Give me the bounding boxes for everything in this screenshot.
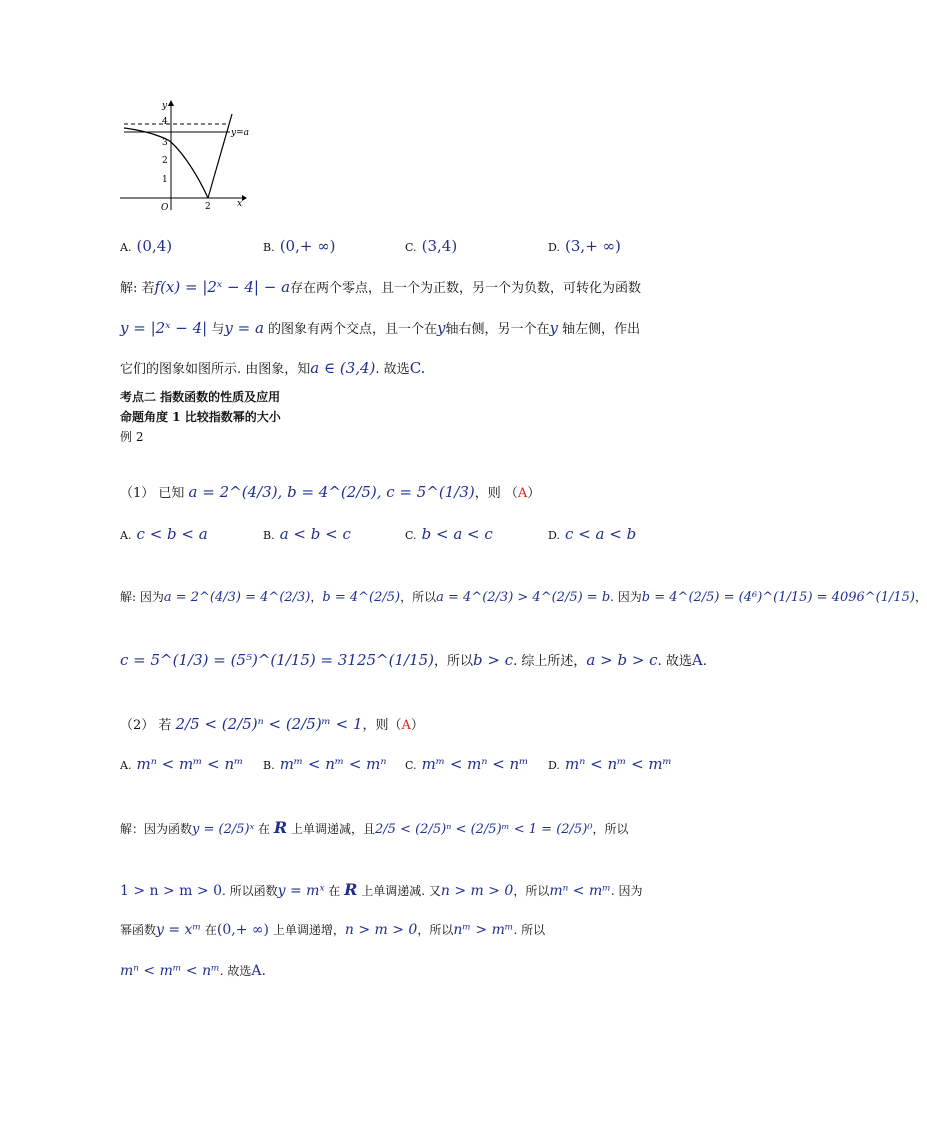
p1-option-d — [548, 524, 636, 543]
text: ，则（ — [362, 718, 402, 733]
solution-1-line-1 — [120, 277, 641, 296]
option-value: mⁿ < nᵐ < mᵐ — [565, 755, 672, 773]
solution-3-line-3 — [120, 921, 545, 938]
math: 2/5 < (2/5)ⁿ < (2/5)ᵐ < 1 — [175, 715, 363, 733]
tick-x-2: 2 — [205, 202, 211, 212]
math: b > c — [473, 651, 514, 669]
math: n > m > 0 — [344, 922, 418, 938]
text: 轴右侧，另一个在 — [445, 322, 550, 337]
text: . 因为 — [610, 884, 643, 898]
solution-1-line-2 — [120, 318, 640, 337]
solution-1-line-3 — [120, 358, 425, 377]
math: mⁿ < mᵐ — [549, 883, 611, 899]
text: . 故选 — [657, 654, 692, 669]
option-value: c < a < b — [565, 525, 637, 543]
text: ， — [915, 590, 927, 604]
text: ， — [310, 590, 323, 604]
text: 的图象有两个交点，且一个在 — [268, 322, 438, 337]
p1-option-a — [120, 524, 208, 543]
option-letter: D. — [548, 529, 560, 542]
text: ，所以 — [400, 590, 437, 604]
math: 2/5 < (2/5)ⁿ < (2/5)ᵐ < 1 = (2/5)⁰ — [375, 822, 593, 837]
problem-1 — [120, 482, 540, 501]
text: . — [702, 654, 707, 669]
text: 在 — [258, 822, 271, 836]
option-value: b < a < c — [421, 525, 493, 543]
text: . 故选 — [375, 362, 410, 377]
text: 在 — [204, 923, 217, 937]
option-letter: A. — [120, 529, 132, 542]
math: (0,+ ∞) — [216, 922, 270, 938]
option-letter: B. — [263, 529, 275, 542]
math: f(x) = |2ˣ − 4| − a — [154, 278, 291, 296]
math: n > m > 0 — [440, 883, 514, 899]
problem-label: （2） 若 — [120, 718, 172, 733]
text: 解：因为函数 — [120, 822, 193, 836]
text: ，则 （ — [474, 486, 518, 501]
math: a > b > c — [586, 651, 658, 669]
problem-label: （1） 已知 — [120, 486, 185, 501]
option-value: (3,+ ∞) — [565, 237, 621, 255]
answer: A — [401, 718, 411, 733]
text: ） — [410, 718, 424, 733]
answer: A — [691, 651, 703, 669]
math: b = 4^(2/5) = (4⁶)^(1/15) = 4096^(1/15) — [641, 590, 915, 605]
section-title: 考点二 指数函数的性质及应用 — [120, 390, 281, 404]
option-value: (0,4) — [136, 237, 173, 255]
tick-y-4: 4 — [162, 117, 168, 127]
option-value: mⁿ < mᵐ < nᵐ — [136, 755, 244, 773]
text: 存在两个零点，且一个为正数，另一个为负数，可转化为函数 — [290, 281, 642, 296]
math: mⁿ < mᵐ < nᵐ — [120, 963, 220, 979]
option-letter: C. — [405, 759, 417, 772]
option-letter: B. — [263, 241, 275, 254]
solution-3-line-2 — [120, 880, 642, 899]
text: . 因为 — [610, 590, 642, 604]
origin-label: O — [161, 203, 169, 213]
solution-3-line-4 — [120, 962, 266, 979]
option-value: mᵐ < nᵐ < mⁿ — [279, 755, 387, 773]
p2-option-c — [405, 754, 528, 773]
solution-3-line-1 — [120, 818, 629, 837]
example-label: 例 2 — [120, 430, 144, 444]
math: a ∈ (3,4) — [310, 359, 376, 377]
text: 它们的图象如图所示. 由图象，知 — [120, 362, 311, 377]
solution-2-line-2 — [120, 650, 707, 669]
text: 与 — [211, 322, 225, 337]
tick-y-2: 2 — [162, 156, 168, 166]
math: a = 2^(4/3), b = 4^(2/5), c = 5^(1/3) — [188, 483, 475, 501]
text: . 故选 — [219, 964, 252, 978]
math: c = 5^(1/3) = (5⁵)^(1/15) = 3125^(1/15) — [120, 651, 435, 669]
p2-option-a — [120, 754, 243, 773]
answer: C. — [409, 359, 426, 377]
text: 解: 因为 — [120, 590, 164, 604]
option-value: a < b < c — [279, 525, 351, 543]
option-letter: A. — [120, 241, 132, 254]
function-graph — [118, 98, 258, 216]
text: 解: 若 — [120, 281, 155, 296]
p1-option-c — [405, 524, 493, 543]
curve-right-branch — [208, 114, 232, 198]
option-letter: A. — [120, 759, 132, 772]
option-letter: D. — [548, 241, 560, 254]
option-value: c < b < a — [136, 525, 208, 543]
math: a = 2^(4/3) = 4^(2/3) — [163, 590, 311, 605]
text: ，所以 — [434, 654, 474, 669]
option-value: (0,+ ∞) — [279, 237, 336, 255]
text: ，所以 — [417, 923, 454, 937]
x-axis-arrow — [242, 195, 247, 201]
q1-option-d — [548, 236, 621, 255]
math: R — [344, 880, 358, 899]
x-axis-label: x — [237, 199, 243, 209]
p1-option-b — [263, 524, 351, 543]
text: 上单调递减. 又 — [361, 884, 441, 898]
solution-2-line-1 — [120, 588, 927, 605]
text: 上单调递减，且 — [291, 822, 376, 836]
math: b = 4^(2/5) — [322, 590, 401, 605]
math: y — [549, 319, 559, 337]
math: y = mˣ — [277, 883, 325, 899]
text: . 所以函数 — [222, 884, 278, 898]
option-value: mᵐ < mⁿ < nᵐ — [421, 755, 529, 773]
math: y = |2ˣ − 4| — [120, 319, 208, 337]
text: 幂函数 — [120, 923, 157, 937]
math: y — [437, 319, 446, 337]
tick-y-1: 1 — [162, 175, 168, 185]
text: 上单调递增， — [272, 923, 345, 937]
option-letter: C. — [405, 241, 417, 254]
math: nᵐ > mᵐ — [453, 922, 514, 938]
section-subtitle: 命题角度 1 比较指数幂的大小 — [120, 410, 281, 424]
math: 1 > n > m > 0 — [120, 883, 222, 899]
q1-option-a — [120, 236, 172, 255]
option-letter: D. — [548, 759, 560, 772]
answer: A — [517, 486, 528, 501]
q1-option-b — [263, 236, 336, 255]
tick-y-3: 3 — [162, 138, 168, 148]
option-letter: B. — [263, 759, 275, 772]
problem-2 — [120, 714, 424, 733]
text: . 综上所述， — [513, 654, 587, 669]
option-letter: C. — [405, 529, 417, 542]
p2-option-b — [263, 754, 386, 773]
text: ，所以 — [513, 884, 550, 898]
math: a = 4^(2/3) > 4^(2/5) = b — [436, 590, 611, 605]
answer: A. — [251, 963, 266, 979]
line-label: y=a — [231, 128, 249, 138]
math: y = xᵐ — [156, 922, 202, 938]
text: ） — [527, 486, 541, 501]
math: y = (2/5)ˣ — [192, 822, 255, 837]
y-axis-arrow — [168, 100, 174, 106]
math: R — [273, 818, 288, 837]
text: ，所以 — [592, 822, 629, 836]
option-value: (3,4) — [421, 237, 458, 255]
q1-option-c — [405, 236, 457, 255]
math: y = a — [224, 319, 264, 337]
y-axis-label: y — [162, 101, 168, 111]
p2-option-d — [548, 754, 672, 773]
text: 轴左侧，作出 — [562, 322, 641, 337]
text: 在 — [328, 884, 341, 898]
text: . 所以 — [513, 923, 546, 937]
